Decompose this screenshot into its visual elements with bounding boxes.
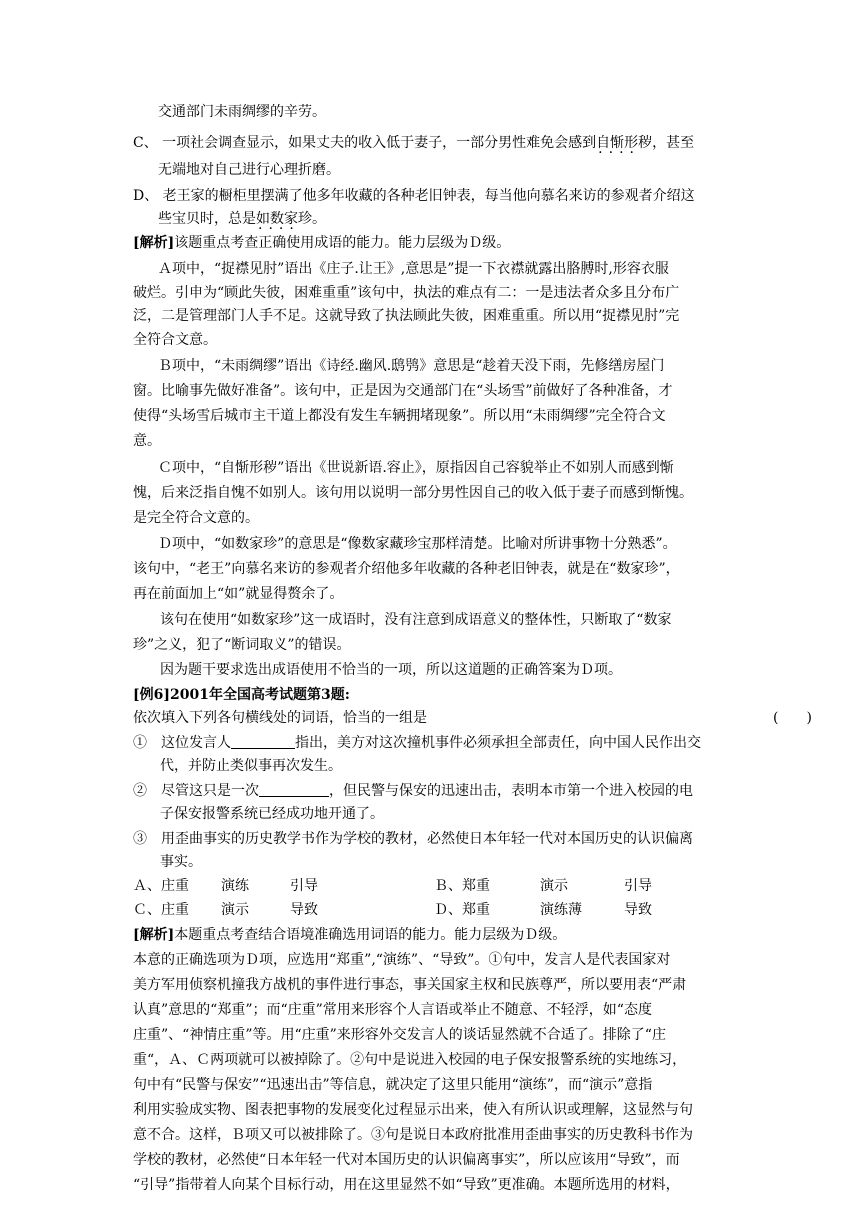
text-line: 重“，Ａ、Ｃ两项就可以被掉除了。②句中是说进入校园的电子保安报警系统的实地练习，: [133, 1052, 687, 1068]
text-line: 再在前面加上“如”就显得赘余了。: [133, 586, 344, 602]
option-b-word1: 演示: [540, 878, 568, 894]
text-line: 子保安报警系统已经成功地开通了。: [160, 806, 384, 822]
text-line: 愧，后来泛指自愧不如别人。该句用以说明一部分男性因自己的收入低于妻子而感到惭愧。: [133, 485, 693, 501]
analysis-heading: [解析]本题重点考查结合语境准确选用词语的能力。能力层级为Ｄ级。: [133, 927, 567, 943]
text-line: 泛，二是管理部门人手不足。这就导致了执法顾此失彼，困难重重。所以用“捉襟见肘”完: [133, 308, 680, 324]
option-d-word2: 导致: [624, 902, 652, 918]
text-line: “引导”指带着人向某个目标行动，用在这里显然不如“导致”更准确。本题所选用的材料，: [133, 1177, 680, 1193]
text-line: 交通部门未雨绸缪的辛劳。: [158, 104, 326, 120]
question-2: ② 尽管这只是一次 ，但民警与保安的迅速出击，表明本市第一个进入校园的电: [133, 783, 693, 799]
options-row-2: [133, 900, 733, 920]
text-line: 破烂。引申为“顾此失彼，困难重重”该句中，执法的难点有二：一是违法者众多且分布广: [133, 285, 680, 301]
text-line: 无端地对自己进行心理折磨。: [158, 162, 340, 178]
option-d-word1: 演练薄: [540, 902, 582, 918]
text-line: 该句在使用“如数家珍”这一成语时，没有注意到成语意义的整体性，只断取了“数家: [160, 612, 672, 628]
option-d-label: Ｄ、郑重: [434, 902, 490, 918]
option-b-word2: 引导: [624, 878, 652, 894]
option-d-line: D、 老王家的橱柜里摆满了他多年收藏的各种老旧钟表，每当他向慕名来访的参观者介绍这: [133, 188, 695, 204]
text-line: Ｃ项中，“自惭形秽”语出《世说新语.容止》，原指因自己容貌举止不如别人而感到惭: [158, 460, 674, 476]
text-line: 些宝贝时，总是如数家珍 ····。: [158, 209, 326, 229]
text-line: 代，并防止类似事再次发生。: [160, 758, 342, 774]
text-line: Ａ项中，“捉襟见肘”语出《庄子.让王》,意思是”提一下衣襟就露出胳膊时,形容衣服: [158, 261, 669, 277]
text-line: 庄重”、“神情庄重”等。用“庄重”来形容外交发言人的谈话显然就不合适了。排除了“庄: [133, 1027, 666, 1043]
text-line: 意不合。这样，Ｂ项又可以被排除了。③句是说日本政府批准用歪曲事实的历史教科书作为: [133, 1127, 693, 1143]
text-line: 全符合文意。: [133, 332, 217, 348]
answer-paren: ( ): [773, 710, 812, 726]
text-line: 是完全符合文意的。: [133, 510, 259, 526]
text-line: Ｄ项中，“如数家珍”的意思是“像数家藏珍宝那样清楚。比喻对所讲事物十分熟悉”。: [158, 536, 677, 552]
text-line: 因为题干要求选出成语使用不恰当的一项，所以这道题的正确答案为Ｄ项。: [160, 662, 622, 678]
dotted-idiom: 自惭形秽 ····: [596, 135, 652, 151]
text-line: 珍”之义，犯了“断词取义”的错误。: [133, 637, 351, 653]
question-stem: 依次填入下列各句横线处的词语，恰当的一组是 ( ): [133, 710, 812, 726]
option-c-word1: 演示: [221, 902, 249, 918]
option-a-label: Ａ、庄重: [133, 878, 189, 894]
option-c-line: C、 一项社会调查显示，如果丈夫的收入低于妻子，一部分男性难免会感到自惭形秽 ····，甚至: [133, 133, 694, 153]
question-3: ③ 用歪曲事实的历史教学书作为学校的教材，必然使日本年轻一代对本国历史的认识偏离: [133, 831, 693, 847]
text-line: 事实。: [160, 854, 202, 870]
text-line: 意。: [133, 433, 161, 449]
text-line: 该句中，“老王”向慕名来访的参观者介绍他多年收藏的各种老旧钟表，就是在“数家珍”，: [133, 561, 680, 577]
fill-blank: [231, 734, 295, 749]
fill-blank: [259, 782, 329, 797]
text-line: 使得“头场雪后城市主干道上都没有发生车辆拥堵现象”。所以用“未雨绸缪”完全符合文: [133, 408, 666, 424]
example-title: [例6]2001年全国高考试题第3题:: [133, 687, 350, 703]
option-b-label: Ｂ、郑重: [434, 878, 490, 894]
text-line: 窗。比喻事先做好准备”。该句中，正是因为交通部门在“头场雪”前做好了各种准备，才: [133, 383, 673, 399]
text-line: 本意的正确选项为Ｄ项，应选用“郑重”,“演练”、“导致”。①句中，发言人是代表国家对: [133, 952, 671, 968]
text-line: 认真”意思的“郑重”；而“庄重”常用来形容个人言语或举止不随意、不轻浮，如“态度: [133, 1002, 652, 1018]
options-row-1: [133, 876, 733, 896]
analysis-heading: [解析]该题重点考查正确使用成语的能力。能力层级为Ｄ级。: [133, 235, 511, 251]
option-c-word2: 导致: [290, 902, 318, 918]
question-1: ① 这位发言人 指出，美方对这次撞机事件必须承担全部责任，向中国人民作出交: [133, 735, 701, 751]
dotted-idiom: 如数家珍 ····: [256, 211, 312, 227]
text-line: 句中有“民警与保安”“迅速出击”等信息，就决定了这里只能用“演练”，而“演示”意指: [133, 1077, 653, 1093]
text-line: 美方军用侦察机撞我方战机的事件进行事态，事关国家主权和民族尊严，所以要用表“严肃: [133, 977, 687, 993]
option-c-label: Ｃ、庄重: [133, 902, 189, 918]
text-line: Ｂ项中，“未雨绸缪”语出《诗经.幽风.鸱鸮》意思是“趁着天没下雨，先修缮房屋门: [158, 358, 665, 374]
text-line: 利用实验成实物、图表把事物的发展变化过程显示出来，使入有所认识或理解，这显然与句: [133, 1102, 693, 1118]
text-line: 学校的教材，必然使“日本年轻一代对本国历史的认识偏离事实”，所以应该用“导致”，而: [133, 1152, 680, 1168]
option-a-word1: 演练: [221, 878, 249, 894]
option-a-word2: 引导: [290, 878, 318, 894]
